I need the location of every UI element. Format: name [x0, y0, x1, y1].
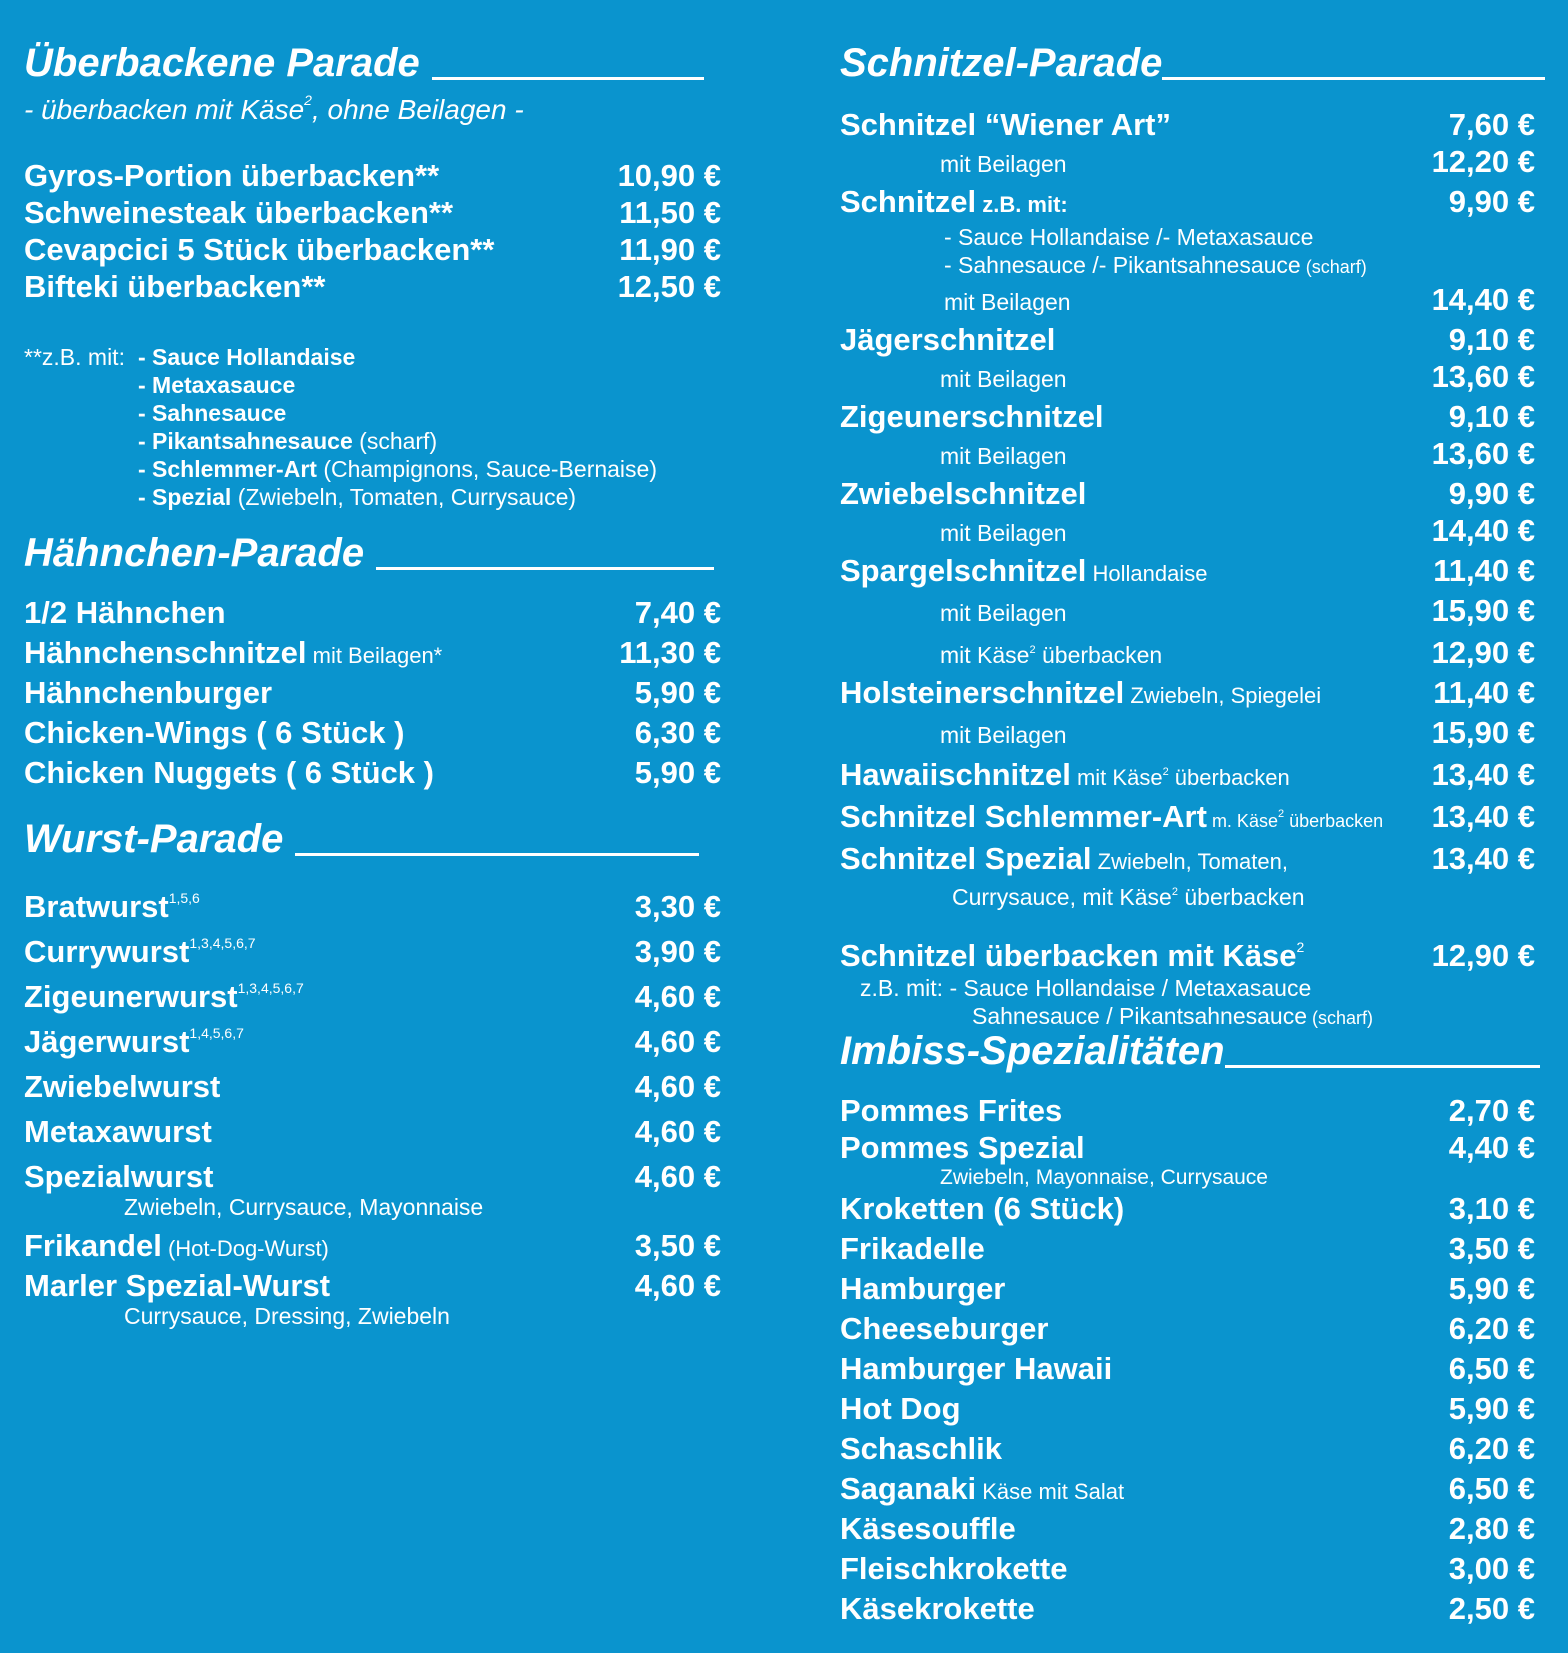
section-title	[24, 816, 699, 862]
menu-item: Currywurst$^{1,3,4,5,6,7}$ 3,90 €	[24, 934, 721, 969]
menu-item: Holsteinerschnitzel Zwiebeln, Spiegelei 11,40 €	[840, 675, 1535, 710]
menu-item: Käsekrokette 2,50 €	[840, 1591, 1535, 1626]
section-haehnchen	[24, 530, 721, 790]
menu-item: Metaxawurst 4,60 €	[24, 1114, 721, 1149]
schnitzel-list	[840, 106, 1535, 1032]
menu-item-variant: mit Käse$^2$ überbacken 12,90 €	[940, 635, 1535, 670]
title-underline	[1162, 77, 1545, 80]
section-title-text: Imbiss-Spezialitäten	[840, 1029, 1225, 1073]
menu-item: Pommes Frites 2,70 €	[840, 1093, 1535, 1128]
section-schnitzel	[840, 40, 1540, 1029]
imbiss-list	[840, 1092, 1535, 1630]
menu-item: Zigeunerwurst$^{1,3,4,5,6,7}$ 4,60 €	[24, 979, 721, 1014]
menu-item: Zigeunerschnitzel 9,10 €	[840, 399, 1535, 434]
title-underline	[376, 567, 714, 570]
menu-item: Bifteki überbacken** 12,50 €	[24, 269, 721, 304]
menu-item: Schnitzel überbacken mit Käse$^2$ 12,90 €	[840, 938, 1535, 973]
title-underline	[432, 77, 704, 80]
title-underline	[295, 853, 699, 856]
menu-item-variant: mit Beilagen 14,40 €	[944, 282, 1535, 317]
menu-item: Hähnchenburger 5,90 €	[24, 675, 721, 710]
item-description: Zwiebeln, Currysauce, Mayonnaise	[124, 1194, 484, 1220]
section-title-text: Schnitzel-Parade	[840, 41, 1163, 85]
item-description: Sahnesauce / Pikantsahnesauce (scharf)	[972, 1003, 1374, 1029]
section-title-text: Wurst-Parade	[24, 817, 284, 861]
menu-item-variant: mit Beilagen 15,90 €	[940, 715, 1535, 750]
section-title	[24, 530, 714, 576]
section-title-text: Hähnchen-Parade	[24, 531, 365, 575]
section-imbiss	[840, 1028, 1540, 1626]
menu-item: Schweinesteak überbacken** 11,50 €	[24, 195, 721, 230]
haehnchen-list	[24, 594, 721, 794]
menu-item: Hawaiischnitzel mit Käse$^2$ überbacken 13,40 €	[840, 757, 1535, 792]
menu-item: Schnitzel “Wiener Art” 7,60 €	[840, 107, 1535, 142]
wurst-list	[24, 880, 721, 1330]
section-wurst	[24, 816, 721, 1329]
menu-item: Frikadelle 3,50 €	[840, 1231, 1535, 1266]
menu-item: Jägerschnitzel 9,10 €	[840, 322, 1535, 357]
ueberbacken-footnote: **z.B. mit: - Sauce Hollandaise - Metaxasauce - Sahnesauce - Pikantsahnesauce (scharf) - Schlemmer-Art (Champignons, Sauce-Bernaise) - Spezial (Zwiebeln, Tomaten, Currysauce)	[24, 344, 657, 510]
section-title	[840, 40, 1545, 86]
menu-item: Frikandel (Hot-Dog-Wurst) 3,50 €	[24, 1228, 721, 1263]
menu-item: Zwiebelwurst 4,60 €	[24, 1069, 721, 1104]
item-description: z.B. mit: - Sauce Hollandaise / Metaxasauce	[860, 975, 1312, 1001]
menu-item: Spargelschnitzel Hollandaise 11,40 €	[840, 553, 1535, 588]
menu-item: Chicken-Wings ( 6 Stück ) 6,30 €	[24, 715, 721, 750]
menu-item: Kroketten (6 Stück) 3,10 €	[840, 1191, 1535, 1226]
menu-item: Schnitzel Schlemmer-Art m. Käse$^2$ überbacken 13,40 €	[840, 799, 1535, 834]
menu-item-variant: mit Beilagen 13,60 €	[940, 436, 1535, 471]
menu-item: Jägerwurst$^{1,4,5,6,7}$ 4,60 €	[24, 1024, 721, 1059]
menu-item: Käsesouffle 2,80 €	[840, 1511, 1535, 1546]
menu-item: Cevapcici 5 Stück überbacken** 11,90 €	[24, 232, 721, 267]
menu-item-variant: mit Beilagen 13,60 €	[940, 359, 1535, 394]
menu-item: Bratwurst$^{1,5,6}$ 3,30 €	[24, 889, 721, 924]
item-description: Zwiebeln, Mayonnaise, Currysauce	[940, 1166, 1268, 1189]
menu-item: Hamburger Hawaii 6,50 €	[840, 1351, 1535, 1386]
menu-item: Cheeseburger 6,20 €	[840, 1311, 1535, 1346]
menu-item: 1/2 Hähnchen 7,40 €	[24, 595, 721, 630]
menu-item-variant: mit Beilagen 12,20 €	[940, 144, 1535, 179]
section-title	[840, 1028, 1540, 1074]
menu-item-variant: mit Beilagen 14,40 €	[940, 513, 1535, 548]
item-description: Currysauce, Dressing, Zwiebeln	[124, 1303, 450, 1329]
menu-item: Chicken Nuggets ( 6 Stück ) 5,90 €	[24, 755, 721, 790]
menu-item: Hot Dog 5,90 €	[840, 1391, 1535, 1426]
menu-item: Saganaki Käse mit Salat 6,50 €	[840, 1471, 1535, 1506]
left-column	[24, 0, 721, 1653]
item-description: - Sauce Hollandaise /- Metaxasauce	[944, 224, 1314, 250]
menu-item: Schnitzel Spezial Zwiebeln, Tomaten, 13,40 €	[840, 841, 1535, 876]
section-title	[24, 40, 704, 86]
ueberbacken-list	[24, 157, 721, 305]
menu-item-variant: mit Beilagen 15,90 €	[940, 593, 1535, 628]
menu-item: Fleischkrokette 3,00 €	[840, 1551, 1535, 1586]
menu-item: Zwiebelschnitzel 9,90 €	[840, 476, 1535, 511]
menu-item: Hähnchenschnitzel mit Beilagen* 11,30 €	[24, 635, 721, 670]
menu-item: Hamburger 5,90 €	[840, 1271, 1535, 1306]
section-subtitle: - überbacken mit Käse$^2$, ohne Beilagen -	[24, 92, 524, 125]
section-title-text: Überbackene Parade	[24, 41, 420, 85]
section-ueberbacken	[24, 40, 721, 510]
menu-item: Gyros-Portion überbacken** 10,90 €	[24, 158, 721, 193]
item-description: Currysauce, mit Käse$^2$ überbacken	[952, 884, 1305, 910]
title-underline	[1225, 1065, 1540, 1068]
menu-item: Spezialwurst 4,60 €	[24, 1159, 721, 1194]
menu-item: Pommes Spezial 4,40 €	[840, 1130, 1535, 1165]
right-column	[840, 0, 1540, 1653]
menu-item: Schnitzel z.B. mit: 9,90 €	[840, 184, 1535, 219]
menu-item: Schaschlik 6,20 €	[840, 1431, 1535, 1466]
item-description: - Sahnesauce /- Pikantsahnesauce (scharf)	[944, 252, 1367, 278]
menu-item: Marler Spezial-Wurst 4,60 €	[24, 1268, 721, 1303]
